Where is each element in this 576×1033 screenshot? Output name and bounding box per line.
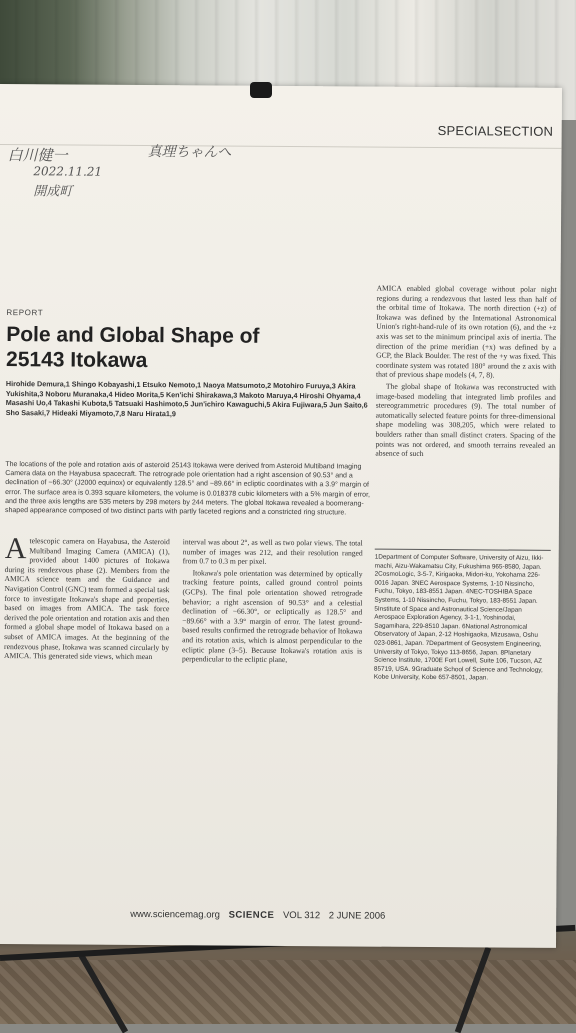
drop-cap: A <box>4 532 27 566</box>
body-paragraph: Itokawa's pole orientation was determined by optically tracking feature points, called ground control points (GCPs). The final pole orientation showed retrograde behavior; a right ascension of 90.53° and a celestial declination of −66.30°, or ecliptically as 128.5° and −89.66° with a 3.9° margin of error. The latest ground-based results confirmed the retrograde behavior of Itokawa and its rotation axis, which is almost perpendicular to the ecliptic plane (3–5). Because Itokawa's rotation axis is perpendicular to the ecliptic plane, <box>181 568 363 665</box>
footer-journal: SCIENCE <box>228 909 275 921</box>
footer-volume: VOL 312 <box>282 909 321 922</box>
page-clip <box>250 82 272 98</box>
section-label: SPECIALSECTION <box>437 123 554 139</box>
body-text: telescopic camera on Hayabusa, the Asteroid Multiband Imaging Camera (AMICA) (1), provided about 1400 pictures of Itokawa during its rendezvous phase (2). Members from the AMICA science team and the Guidance and Navigation Control (GNC) team formed a special task force to investigate Itokawa's shape and properties, based on images from AMICA. The task force derived the pole orientation and rotation axis and then formed a global shape model of Itokawa based on a subset of AMICA images. At the beginning of the rendezvous phase, Itokawa was scanned circularly by AMICA. This generated side views, which mean <box>3 536 170 662</box>
footer-url: www.sciencemag.org <box>130 908 221 921</box>
title-line-2: 25143 Itokawa <box>5 348 148 373</box>
author-affiliations: 1Department of Computer Software, University of Aizu, Ikki-machi, Aizu-Wakamatsu City, Fukushima 965-8580, Japan. 2CosmoLogic, 3-5-7, Kirigaoka, Midori-ku, Yokohama 226-0016 Japan. 3NEC Aerospace Systems, 1-10 Nissincho, Fuchu, Tokyo, 183-8551 Japan. 4NEC-TOSHIBA Space Systems, 1-10 Nissincho, Fuchu, Tokyo, 183-8551 Japan. 5Institute of Space and Astronautical Science/Japan Aerospace Exploration Agency, 3-1-1, Yoshinodai, Sagamihara, 229-8510 Japan. 6National Astronomical Observatory of Japan, 2-12 Hoshigaoka, Mizusawa, Oshu 023-0861, Japan. 7Department of Geosystem Engineering, University of Tokyo, Tokyo 113-8656, Japan. 8Planetary Science Institute, 1700E Fort Lowell, Suite 106, Tucson, AZ 85719, USA. 9Graduate School of Science and Technology, Kobe University, Kobe 657-8501, Japan. <box>373 553 544 682</box>
body-paragraph: interval was about 2°, as well as two polar views. The total number of images was 212, and their resolution ranged from 0.7 to 0.3 m per pixel. <box>182 537 363 567</box>
author-list: Hirohide Demura,1 Shingo Kobayashi,1 Etsuko Nemoto,1 Naoya Matsumoto,2 Motohiro Furuya,3 Akira Yukishita,3 Noboru Muranaka,4 Hideo Morita,5 Ken'ichi Shirakawa,3 Makoto Maruya,4 Hiroshi Ohyama,4 Masashi Uo,4 Takashi Kubota,5 Tatsuaki Hashimoto,5 Jun'ichiro Kawaguchi,5 Akira Fujiwara,5 Jun Saito,6 Sho Sasaki,7 Hideaki Miyamoto,7,8 Naru Hirata1,9 <box>5 379 368 418</box>
footer-date: 2 JUNE 2006 <box>328 910 386 922</box>
paper-page <box>0 84 562 948</box>
report-label: REPORT <box>6 308 44 318</box>
handwritten-dedication: 真理ちゃんへ <box>147 144 232 161</box>
handwritten-place: 開成町 <box>33 184 73 200</box>
title-line-1: Pole and Global Shape of <box>6 323 260 348</box>
body-paragraph: The global shape of Itokawa was reconstructed with image-based modeling that integrated limb profiles and stereogrammetric procedures (9). The total number of automatically selected feature points for three-dimensional shape modeling was 308,205, which were related to boulders rather than small distinct craters. Spacing of the points was not ordered, and smooth terrains revealed an absence of such <box>375 381 556 459</box>
header-divider <box>0 144 562 149</box>
affiliation-divider <box>375 549 551 551</box>
body-column-3 <box>375 284 556 462</box>
handwritten-date: 2022.11.21 <box>33 164 103 179</box>
body-column-2 <box>182 537 363 667</box>
handwritten-name: 白川健一 <box>7 146 68 165</box>
body-paragraph: AMICA enabled global coverage without polar night regions during a rendezvous that lasted less than half of the orbital time of Itokawa. The north direction (+z) of Itokawa was defined by the International Astronomical Union's right-hand-rule of its own rotation (6), and the +z axis was set to the minimum principal axis of inertia. The direction of the prime meridian (+x) was defined by a GCP, the Black Boulder. The rest of the +y was fixed. This coordinate system was rotated 180° around the z axis with that of previous shape models (4, 7, 8). <box>375 283 557 380</box>
article-title <box>6 322 336 374</box>
body-column-1 <box>3 532 170 662</box>
page-footer <box>130 909 391 922</box>
abstract: The locations of the pole and rotation axis of asteroid 25143 Itokawa were derived from Asteroid Multiband Imaging Camera data on the Hayabusa spacecraft. The retrograde pole orientation had a right ascension of 90.53° and a declination of −66.30° (J2000 equinox) or equivalently 128.5° and −89.66° in ecliptic coordinates with a 3.9° margin of error. The surface area is 0.393 square kilometers, the volume is 0.018378 cubic kilometers with a 5% margin of error, and the three axis lengths are 535 meters by 298 meters by 244 meters. The global Itokawa revealed a boomerang-shaped appearance composed of two distinct parts with partly faceted regions and a constricted ring structure. <box>4 461 370 517</box>
